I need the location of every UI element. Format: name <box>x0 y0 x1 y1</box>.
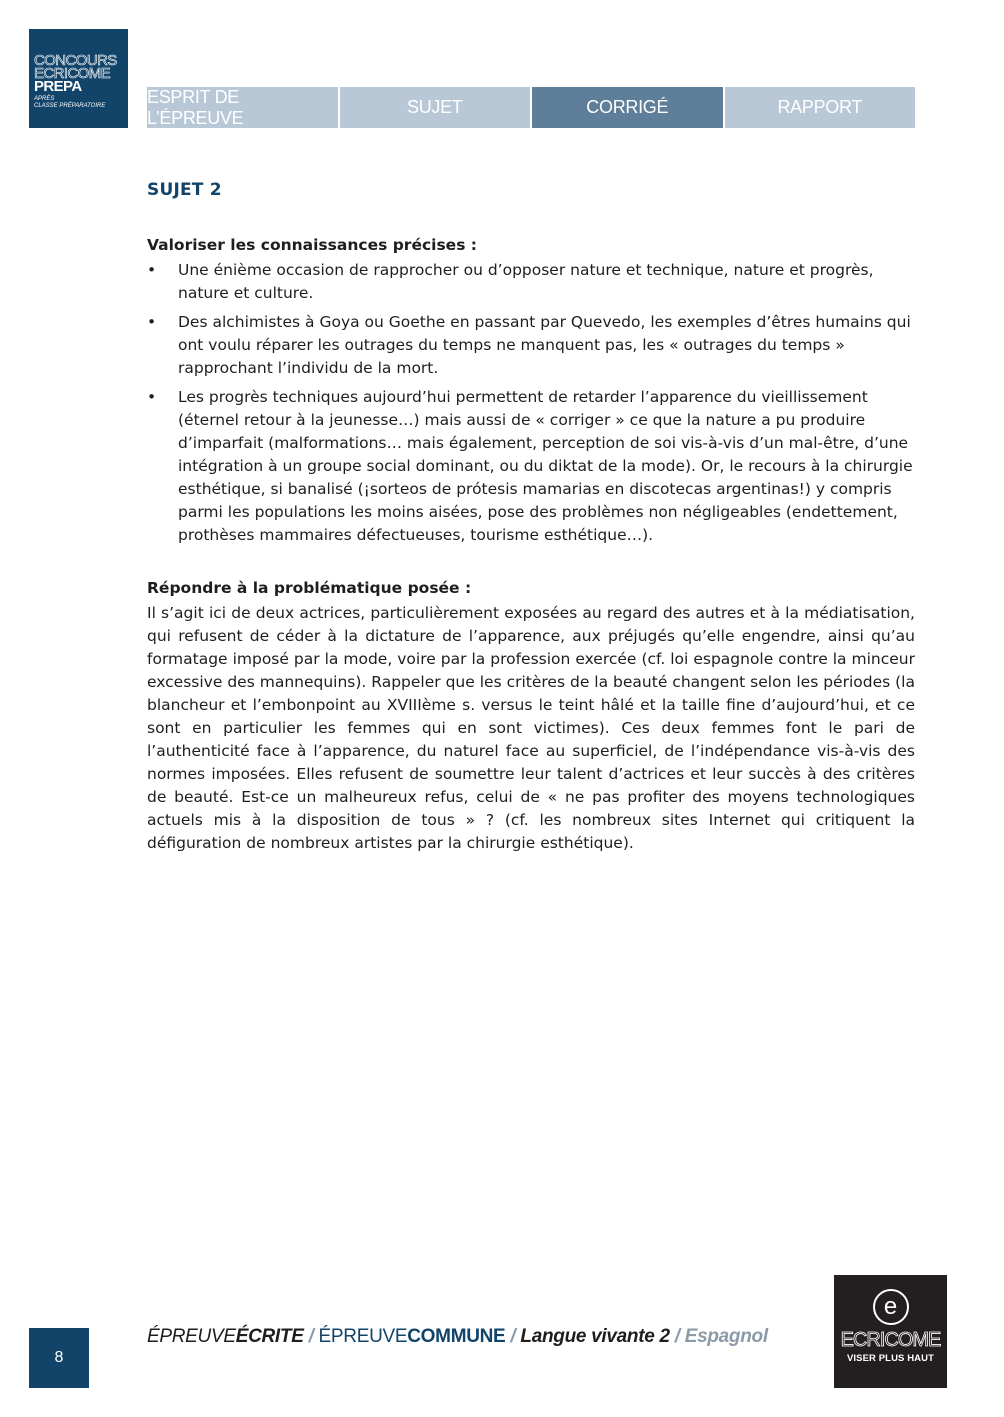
list-item: • Des alchimistes à Goya ou Goethe en passant par Quevedo, les exemples d’êtres humains qui ont voulu réparer les outrages du temps ne manquent pas, les « outrages du temps » rapprochant l’individu de la mort. <box>147 311 915 380</box>
footer-ecrite: ÉCRITE <box>235 1326 304 1347</box>
footer-epreuve: ÉPREUVE <box>147 1326 236 1347</box>
logo-line-prepa: PREPA <box>34 78 82 95</box>
footer-separator: / <box>510 1326 516 1347</box>
section-tabs <box>147 87 915 128</box>
ecricome-emblem-icon: e <box>873 1289 909 1325</box>
page-number: 8 <box>29 1328 89 1388</box>
footer-separator: / <box>674 1326 680 1347</box>
tab-rapport[interactable]: RAPPORT <box>725 87 916 128</box>
logo-line-ecricome: ECRICOME <box>34 65 111 82</box>
brand-tagline: VISER PLUS HAUT <box>846 1353 934 1364</box>
footer-breadcrumb <box>147 1326 768 1348</box>
logo-line-apres: APRÈS CLASSE PRÉPARATOIRE <box>34 96 106 109</box>
footer-separator: / <box>308 1326 314 1347</box>
list-item: • Les progrès techniques aujourd’hui permettent de retarder l’apparence du vieillissement (éternel retour à la jeunesse…) mais aussi de « corriger » ce que la nature a pu produire d’imparfait (malformations… mais également, perception de soi vis-à-vis d’un mal-être, d’une intégration à un groupe social dominant, ou du diktat de la mode). Or, le recours à la chirurgie esthétique, si banalisé (¡sorteos de prótesis mamarias en discotecas argentinas!) y compris parmi les populations les moins aisées, pose des problèmes non négligeables (endettement, prothèses mammaires défectueuses, tourisme esthétique…). <box>147 386 915 547</box>
section-heading-connaissances: Valoriser les connaissances précises : <box>147 236 478 254</box>
footer-commune: COMMUNE <box>407 1326 506 1347</box>
bullet-list <box>147 259 915 547</box>
section-heading-problematique: Répondre à la problématique posée : <box>147 579 472 597</box>
problematique-paragraph: Il s’agit ici de deux actrices, particulièrement exposées au regard des autres et à la médiatisation, qui refusent de céder à la dictature de l’apparence, aux préjugés qu’elle engendre, ainsi qu’au formatage imposé par la mode, voire par la profession exercée (cf. loi espagnole contre la minceur excessive des mannequins). Rappeler que les critères de la beauté changent selon les périodes (la blancheur et l’embonpoint au XVIIIème s. versus le teint hâlé et la taille fine d’aujourd’hui, et ce sont en particulier les femmes qui en sont victimes). Ces deux femmes font le pari de l’authenticité face à l’apparence, du naturel face au superficiel, de l’indépendance vis-à-vis des normes imposées. Elles refusent de soumettre leur talent d’actrices et leur succès à des critères de beauté. Est-ce un malheureux refus, celui de « ne pas profiter des moyens technologiques actuels mis à la disposition de tous » ? (cf. les nombreux sites Internet qui critiquent la défiguration de nombreux artistes par la chirurgie esthétique). <box>147 604 915 852</box>
ecricome-brand-logo <box>834 1275 947 1388</box>
tab-esprit[interactable]: ESPRIT DE L’ÉPREUVE <box>147 87 338 128</box>
footer-epreuve-2: ÉPREUVE <box>318 1326 408 1347</box>
footer-subject: Espagnol <box>684 1326 768 1347</box>
list-item: • Une énième occasion de rapprocher ou d’opposer nature et technique, nature et progrès, nature et culture. <box>147 259 915 305</box>
footer-langue: Langue vivante 2 <box>520 1326 670 1347</box>
tab-corrige[interactable]: CORRIGÉ <box>532 87 723 128</box>
logo-line-concours: CONCOURS <box>34 52 117 69</box>
page-title: SUJET 2 <box>147 180 222 200</box>
main-content <box>147 180 915 855</box>
concours-logo <box>29 29 128 128</box>
brand-name: ECRICOME <box>840 1329 941 1351</box>
tab-sujet[interactable]: SUJET <box>340 87 531 128</box>
